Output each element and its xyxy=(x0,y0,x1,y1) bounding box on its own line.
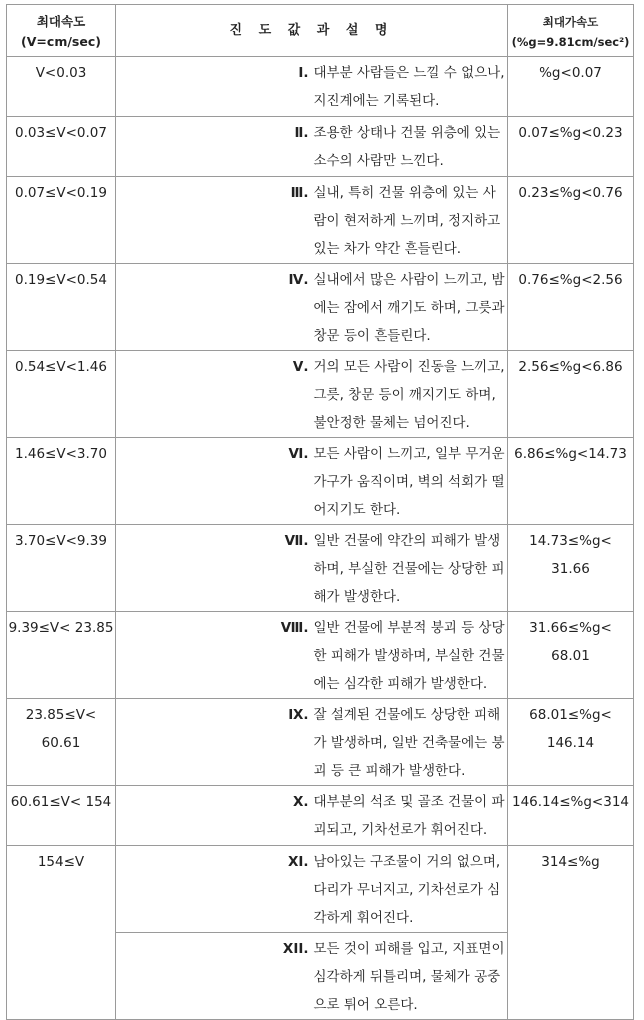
velocity-cell: 23.85≤V< 60.61 xyxy=(7,699,116,786)
table-row xyxy=(7,525,634,612)
velocity-cell: 9.39≤V< 23.85 xyxy=(7,612,116,699)
velocity-header-line1: 최대속도 xyxy=(36,13,86,29)
velocity-header xyxy=(7,5,116,57)
table-row xyxy=(7,612,634,699)
intensity-numeral: Ⅷ. xyxy=(116,612,312,699)
intensity-numeral: Ⅱ. xyxy=(116,117,312,177)
table-row xyxy=(7,117,634,177)
accel-cell: 0.07≤%g<0.23 xyxy=(508,117,634,177)
accel-cell: 14.73≤%g< 31.66 xyxy=(508,525,634,612)
accel-cell: 68.01≤%g< 146.14 xyxy=(508,699,634,786)
table-header-row xyxy=(7,5,634,57)
description-cell: 대부분의 석조 및 골조 건물이 파괴되고, 기차선로가 휘어진다. xyxy=(312,786,508,846)
description-cell: 일반 건물에 부분적 붕괴 등 상당한 피해가 발생하며, 부실한 건물에는 심각한 피해가 발생한다. xyxy=(312,612,508,699)
velocity-cell: V<0.03 xyxy=(7,57,116,117)
table-row xyxy=(7,177,634,264)
description-cell: 모든 것이 피해를 입고, 지표면이 심각하게 뒤틀리며, 물체가 공중으로 튀어 오른다. xyxy=(312,933,508,1020)
intensity-numeral: XI. xyxy=(116,846,312,933)
description-cell: 거의 모든 사람이 진동을 느끼고, 그릇, 창문 등이 깨지기도 하며, 불안정한 물체는 넘어진다. xyxy=(312,351,508,438)
table-row xyxy=(7,438,634,525)
accel-cell: %g<0.07 xyxy=(508,57,634,117)
velocity-cell: 0.03≤V<0.07 xyxy=(7,117,116,177)
intensity-numeral: XII. xyxy=(116,933,312,1020)
intensity-numeral: Ⅸ. xyxy=(116,699,312,786)
table-row xyxy=(7,786,634,846)
velocity-cell: 60.61≤V< 154 xyxy=(7,786,116,846)
intensity-numeral: Ⅳ. xyxy=(116,264,312,351)
description-cell: 일반 건물에 약간의 피해가 발생하며, 부실한 건물에는 상당한 피해가 발생한다. xyxy=(312,525,508,612)
intensity-numeral: Ⅵ. xyxy=(116,438,312,525)
table-row xyxy=(7,351,634,438)
description-cell: 남아있는 구조물이 거의 없으며, 다리가 무너지고, 기차선로가 심각하게 휘어진다. xyxy=(312,846,508,933)
accel-header-line1: 최대가속도 xyxy=(542,14,599,29)
intensity-numeral: Ⅰ. xyxy=(116,57,312,117)
intensity-numeral: Ⅴ. xyxy=(116,351,312,438)
table-row xyxy=(7,846,634,933)
accel-cell: 6.86≤%g<14.73 xyxy=(508,438,634,525)
accel-cell: 31.66≤%g< 68.01 xyxy=(508,612,634,699)
table-row xyxy=(7,57,634,117)
description-cell: 모든 사람이 느끼고, 일부 무거운 가구가 움직이며, 벽의 석회가 떨어지기도 한다. xyxy=(312,438,508,525)
velocity-header-line2: (V=cm/sec) xyxy=(21,33,101,49)
accel-cell: 2.56≤%g<6.86 xyxy=(508,351,634,438)
velocity-cell: 0.07≤V<0.19 xyxy=(7,177,116,264)
description-cell: 잘 설계된 건물에도 상당한 피해가 발생하며, 일반 건축물에는 붕괴 등 큰 피해가 발생한다. xyxy=(312,699,508,786)
table-row xyxy=(7,699,634,786)
accel-header-line2: (%g=9.81cm/sec²) xyxy=(511,34,630,49)
velocity-cell: 0.54≤V<1.46 xyxy=(7,351,116,438)
velocity-cell: 1.46≤V<3.70 xyxy=(7,438,116,525)
velocity-cell: 3.70≤V<9.39 xyxy=(7,525,116,612)
description-cell: 실내, 특히 건물 위층에 있는 사람이 현저하게 느끼며, 정지하고 있는 차가 약간 흔들린다. xyxy=(312,177,508,264)
accel-cell: 146.14≤%g<314 xyxy=(508,786,634,846)
accel-header xyxy=(508,5,634,57)
accel-cell: 0.23≤%g<0.76 xyxy=(508,177,634,264)
intensity-numeral: Ⅹ. xyxy=(116,786,312,846)
accel-cell: 314≤%g xyxy=(508,846,634,1020)
description-cell: 대부분 사람들은 느낄 수 없으나, 지진계에는 기록된다. xyxy=(312,57,508,117)
description-cell: 조용한 상태나 건물 위층에 있는 소수의 사람만 느낀다. xyxy=(312,117,508,177)
intensity-table xyxy=(6,4,634,1020)
intensity-numeral: Ⅶ. xyxy=(116,525,312,612)
intensity-numeral: Ⅲ. xyxy=(116,177,312,264)
table-row xyxy=(7,264,634,351)
velocity-cell: 154≤V xyxy=(7,846,116,1020)
description-cell: 실내에서 많은 사람이 느끼고, 밤에는 잠에서 깨기도 하며, 그릇과 창문 등이 흔들린다. xyxy=(312,264,508,351)
description-header: 진 도 값 과 설 명 xyxy=(116,5,508,57)
accel-cell: 0.76≤%g<2.56 xyxy=(508,264,634,351)
velocity-cell: 0.19≤V<0.54 xyxy=(7,264,116,351)
